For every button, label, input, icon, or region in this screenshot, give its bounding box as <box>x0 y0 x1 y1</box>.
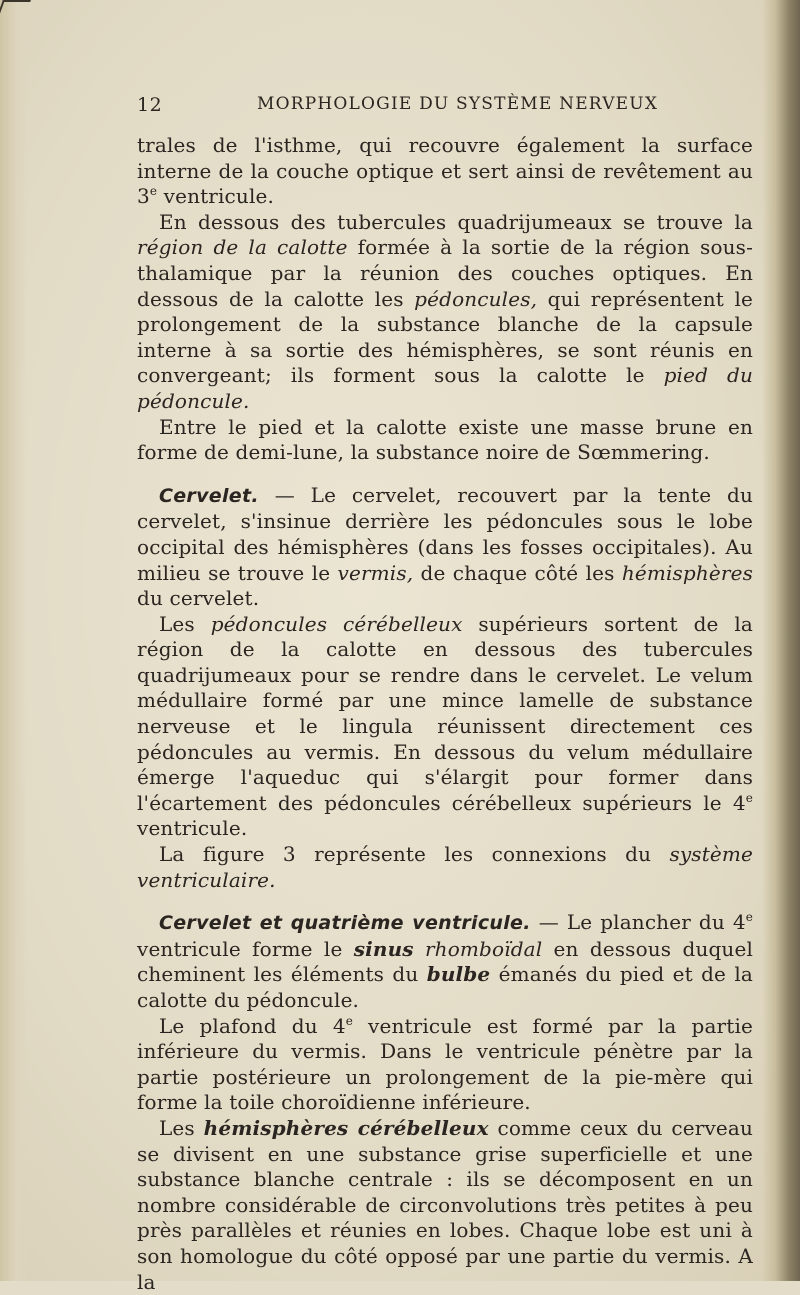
emphasis: sinus <box>353 936 414 961</box>
paragraph: Les pédoncules cérébelleux supérieurs sortent de la région de la calotte en dessous des tubercules quadrijumeaux pour se rendre dans le cervelet. Le velum médullaire formé par une mince lamelle de substance nerveuse et le lingula réunissent directement ces pédoncules au vermis. En dessous du velum médullaire émerge l'aqueduc qui s'élargit pour former dans l'écartement des pédoncules cérébelleux supérieurs le 4e ventricule. <box>137 611 753 841</box>
paragraph: trales de l'isthme, qui recouvre également la surface interne de la couche optique et sert ainsi de revêtement au 3e ventricule. <box>137 133 753 209</box>
section-heading: Cervelet et quatrième ventricule. <box>159 912 531 935</box>
section-paragraph-cervelet: Cervelet. — Le cervelet, recouvert par la tente du cervelet, s'insinue derrière les pédoncules sous le lobe occipital des hémisphères (dans les fosses occipitales). Au milieu se trouve le vermis, de chaque côté les hémisphères du cervelet. <box>137 482 754 611</box>
paragraph: Les hémisphères cérébelleux comme ceux du cerveau se divisent en une substance grise superficielle et une substance blanche centrale : ils se décomposent en un nombre considérable de circonvolutions très petites à peu près parallèles et réunies en lobes. Chaque lobe est uni à son homologue du côté opposé par une partie du vermis. A la <box>137 1115 754 1294</box>
emphasis: vermis, <box>337 560 414 585</box>
page-header <box>137 94 753 122</box>
page-right-edge <box>762 0 800 1281</box>
emphasis: pédoncules, <box>414 286 538 311</box>
paragraph: Le plafond du 4e ventricule est formé par la partie inférieure du vermis. Dans le ventricule pénètre par la partie postérieure un prolongement de la pie-mère qui forme la toile choroïdienne inférieure. <box>137 1013 753 1115</box>
emphasis: région de la calotte <box>137 235 348 260</box>
paragraph: Entre le pied et la calotte existe une masse brune en forme de demi-lune, la substance noire de Sœmmering. <box>137 414 753 465</box>
body-text <box>137 133 753 1295</box>
paragraph: La figure 3 représente les connexions du système ventriculaire. <box>137 842 753 892</box>
emphasis: système ventriculaire. <box>137 842 753 892</box>
paragraph: En dessous des tubercules quadrijumeaux se trouve la région de la calotte formée à la sortie de la région sous-thalamique par la réunion des couches optiques. En dessous de la calotte les pédoncules, qui représentent le prolongement de la substance blanche de la capsule interne à sa sortie des hémisphères, se sont réunis en convergeant; ils forment sous la calotte le pied du pédoncule. <box>137 209 753 413</box>
emphasis: pédoncules cérébelleux <box>210 611 463 636</box>
emphasis: hémisphères cérébelleux <box>203 1115 489 1140</box>
page-left-shadow <box>0 0 28 1281</box>
page-number: 12 <box>137 94 163 116</box>
running-title: MORPHOLOGIE DU SYSTÈME NERVEUX <box>257 94 659 114</box>
emphasis: pied du pédoncule. <box>137 363 753 413</box>
emphasis: rhomboïdal <box>424 936 543 961</box>
section-heading: Cervelet. <box>159 484 259 507</box>
section-paragraph-quatrieme-ventricule: Cervelet et quatrième ventricule. — Le plancher du 4e ventricule forme le sinus rhomboïdal en dessous duquel cheminent les éléments du bulbe émanés du pied et de la calotte du pédoncule. <box>137 910 753 1012</box>
emphasis: bulbe <box>426 962 491 987</box>
emphasis: hémisphères <box>621 560 754 585</box>
